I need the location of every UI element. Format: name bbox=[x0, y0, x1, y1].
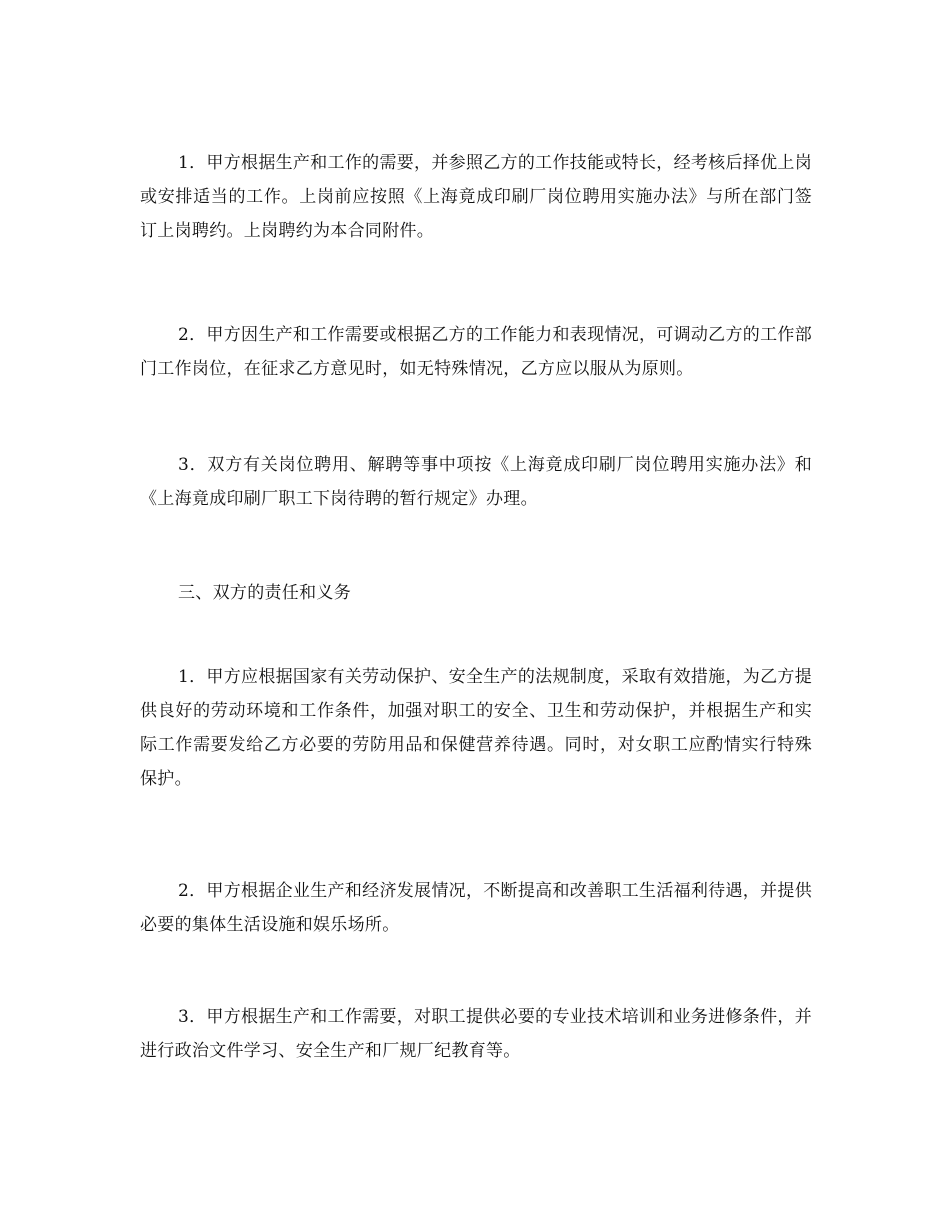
clause-2-3-paragraph: 3．双方有关岗位聘用、解聘等事中项按《上海竟成印刷厂岗位聘用实施办法》和《上海竟成印刷厂职工下岗待聘的暂行规定》办理。 bbox=[140, 455, 812, 509]
clause-3-2-paragraph: 2．甲方根据企业生产和经济发展情况，不断提高和改善职工生活福利待遇，并提供必要的集体生活设施和娱乐场所。 bbox=[140, 881, 812, 935]
clause-2-1-paragraph: 1．甲方根据生产和工作的需要，并参照乙方的工作技能或特长，经考核后择优上岗或安排适当的工作。上岗前应按照《上海竟成印刷厂岗位聘用实施办法》与所在部门签订上岗聘约。上岗聘约为本合同附件。 bbox=[140, 153, 812, 241]
clause-2-2-paragraph: 2．甲方因生产和工作需要或根据乙方的工作能力和表现情况，可调动乙方的工作部门工作岗位，在征求乙方意见时，如无特殊情况，乙方应以服从为原则。 bbox=[140, 325, 812, 379]
clause-3-3-paragraph: 3．甲方根据生产和工作需要，对职工提供必要的专业技术培训和业务进修条件，并进行政治文件学习、安全生产和厂规厂纪教育等。 bbox=[140, 1007, 812, 1061]
section-3-heading: 三、双方的责任和义务 bbox=[178, 583, 351, 603]
clause-3-1-paragraph: 1．甲方应根据国家有关劳动保护、安全生产的法规制度，采取有效措施，为乙方提供良好的劳动环境和工作条件，加强对职工的安全、卫生和劳动保护，并根据生产和实际工作需要发给乙方必要的劳防用品和保健营养待遇。同时，对女职工应酌情实行特殊保护。 bbox=[140, 667, 812, 789]
